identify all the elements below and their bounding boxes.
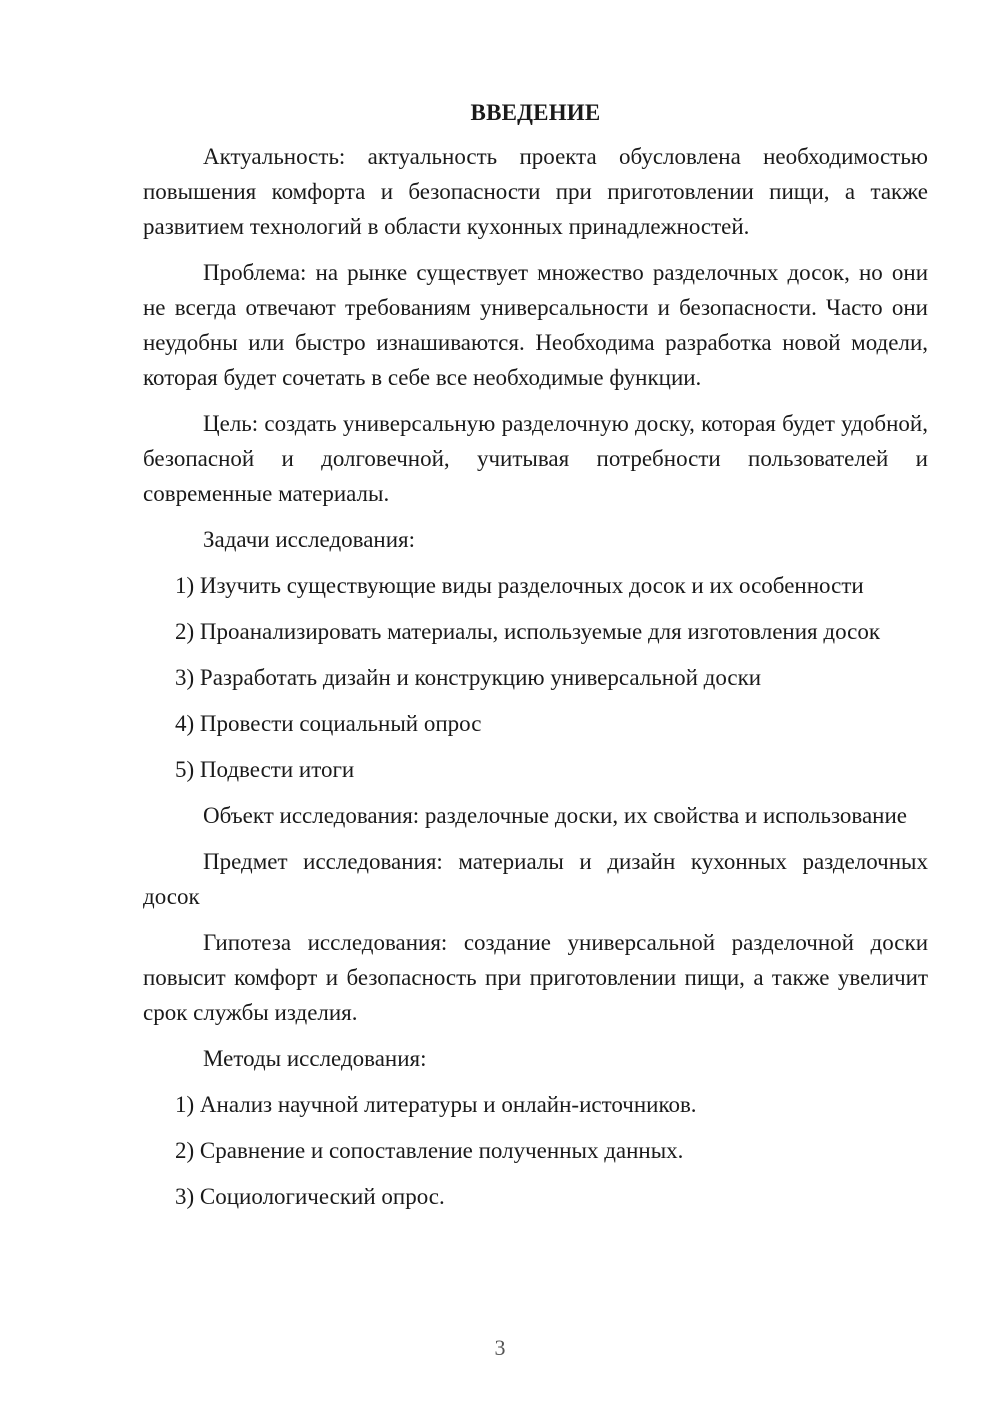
task-item: 5) Подвести итоги xyxy=(175,757,355,782)
method-item: 3) Социологический опрос. xyxy=(175,1184,445,1209)
methods-heading: Методы исследования: xyxy=(203,1046,427,1071)
method-item: 1) Анализ научной литературы и онлайн-источников. xyxy=(175,1092,697,1117)
relevance-paragraph: Актуальность: актуальность проекта обусловлена необходимостью повышения комфорта и безопасности при приготовлении пищи, а также развитием технологий в области кухонных принадлежностей. xyxy=(143,144,928,239)
hypothesis-paragraph: Гипотеза исследования: создание универсальной разделочной доски повысит комфорт и безопасность при приготовлении пищи, а также увеличит срок службы изделия. xyxy=(143,930,928,1025)
task-item: 1) Изучить существующие виды разделочных досок и их особенности xyxy=(175,573,864,598)
method-item: 2) Сравнение и сопоставление полученных данных. xyxy=(175,1138,684,1163)
problem-paragraph: Проблема: на рынке существует множество разделочных досок, но они не всегда отвечают требованиям универсальности и безопасности. Часто они неудобны или быстро изнашиваются. Необходима разработка новой модели, которая будет сочетать в себе все необходимые функции. xyxy=(143,260,928,390)
object-paragraph: Объект исследования: разделочные доски, их свойства и использование xyxy=(203,803,907,828)
section-title: ВВЕДЕНИЕ xyxy=(470,100,601,125)
subject-paragraph: Предмет исследования: материалы и дизайн кухонных разделочных досок xyxy=(143,849,928,909)
task-item: 4) Провести социальный опрос xyxy=(175,711,482,736)
page-content xyxy=(143,96,928,1225)
task-item: 2) Проанализировать материалы, используемые для изготовления досок xyxy=(175,619,881,644)
page-number: 3 xyxy=(494,1335,506,1360)
goal-paragraph: Цель: создать универсальную разделочную доску, которая будет удобной, безопасной и долговечной, учитывая потребности пользователей и современные материалы. xyxy=(143,411,928,506)
tasks-heading: Задачи исследования: xyxy=(203,527,416,552)
task-item: 3) Разработать дизайн и конструкцию универсальной доски xyxy=(175,665,762,690)
